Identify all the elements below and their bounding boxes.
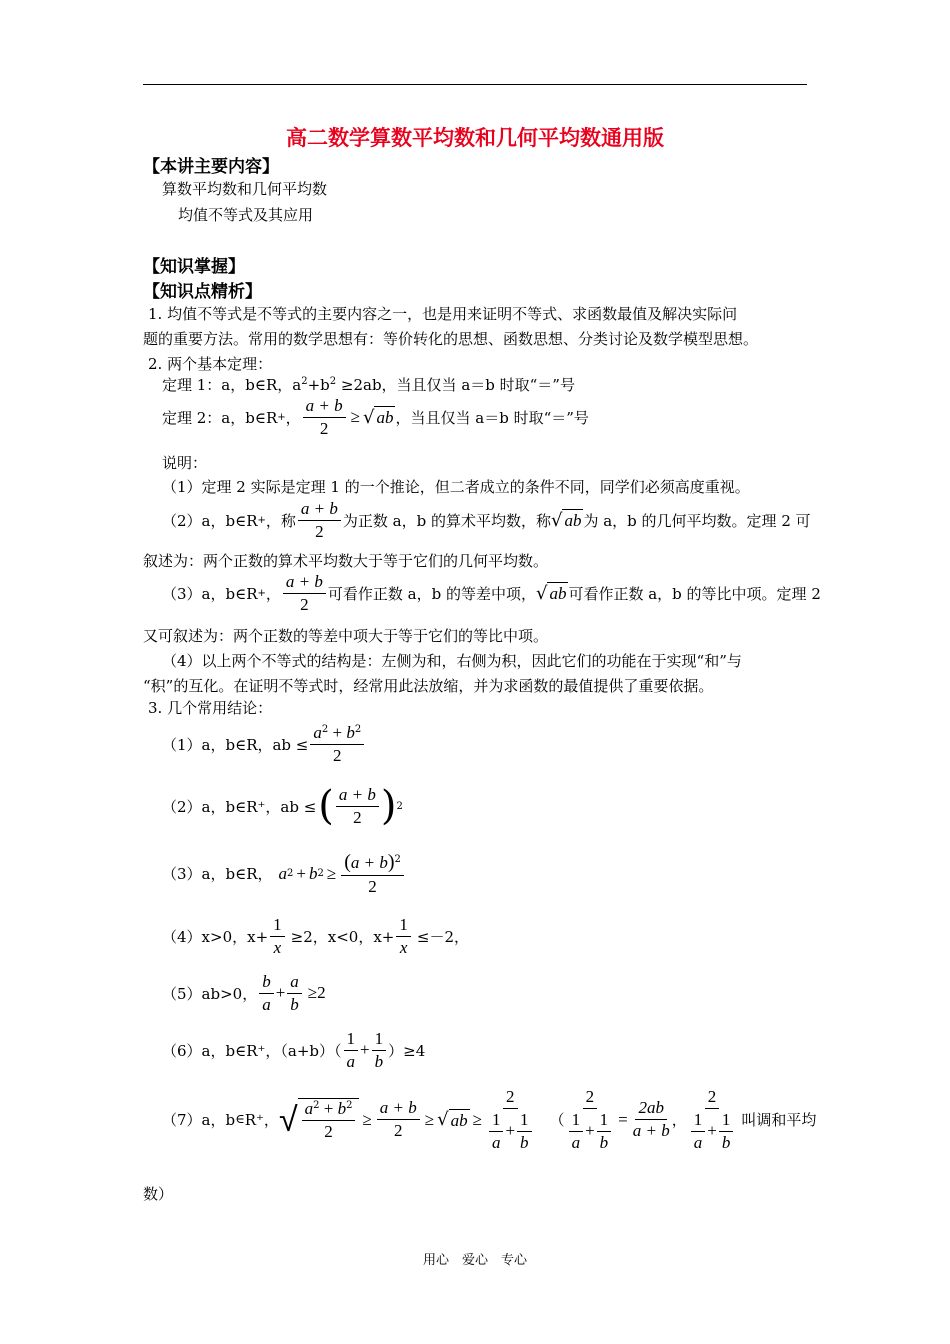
theorem-1: 定理 1：a，b∈R，$a^2+b^2 \ge 2ab$，当且仅当 a＝b 时取“＝”号 [162, 376, 575, 394]
section-heading-main: 【本讲主要内容】 [143, 157, 279, 177]
conclusion-4: （4）x>0，x+ $\frac{1}{x}$ ≥2，x<0，x+ $\frac{1}{x}$ ≤－2， [162, 915, 469, 957]
note-3-line-2: 又可叙述为：两个正数的等差中项大于等于它们的等比中项。 [143, 627, 549, 645]
header-rule [143, 84, 807, 85]
paragraph-1-line-2: 题的重要方法。常用的数学思想有：等价转化的思想、函数思想、分类讨论及数学模型思想。 [143, 330, 759, 348]
note-2-line-1: （2）a，b∈R + ，称 $\frac{a + b}{2}$ 为正数 a，b 的算术平均数，称 √ ab 为 a，b 的几何平均数。定理 2 可 [162, 499, 811, 541]
note-1: （1）定理 2 实际是定理 1 的一个推论，但二者成立的条件不同，同学们必须高度重视。 [162, 478, 750, 496]
fraction: $\frac{a + b}{2}$ [303, 397, 346, 438]
conclusion-7-line-2: 数） [143, 1185, 174, 1203]
paragraph-3: 3. 几个常用结论： [148, 699, 273, 717]
note-4-line-2: “积”的互化。在证明不等式时，经常用此法放缩，并为求函数的最值提供了重要依据。 [143, 677, 714, 695]
topic-item: 均值不等式及其应用 [178, 206, 314, 224]
note-3-line-1: （3）a，b∈R + ， $\frac{a + b}{2}$ 可看作正数 a，b 的等差中项， √ ab 可看作正数 a，b 的等比中项。定理 2 [162, 572, 821, 614]
section-heading-knowledge: 【知识掌握】 [143, 257, 245, 277]
note-label: 说明： [162, 454, 208, 472]
section-heading-points: 【知识点精析】 [143, 282, 262, 302]
note-2-line-2: 叙述为：两个正数的算术平均数大于等于它们的几何平均数。 [143, 552, 549, 570]
topic-item: 算数平均数和几何平均数 [162, 180, 328, 198]
theorem-2: 定理 2：a，b∈R + ， $\frac{a + b}{2}$ ≥ √ ab ，当且仅当 a＝b 时取“＝”号 [162, 396, 589, 438]
conclusion-3: （3）a，b∈R， a 2 + b 2 ≥ $\frac{(a + b)^2}{2}$ [162, 852, 406, 896]
conclusion-6: （6）a，b∈R⁺，（a+b）（ $\frac{1}{a}$ + $\frac{1}{b}$ ）≥4 [162, 1029, 426, 1071]
paragraph-1-line-1: 1. 均值不等式是不等式的主要内容之一，也是用来证明不等式、求函数最值及解决实际问 [148, 305, 738, 323]
conclusion-5: （5）ab>0， $\frac{b}{a}$ + $\frac{a}{b}$ ≥2 [162, 972, 326, 1014]
page-title: 高二数学算数平均数和几何平均数通用版 [286, 125, 664, 150]
conclusion-7: （7）a，b ∈ R⁺， √ $\frac{a^2 + b^2}{2}$ ≥ $\frac{a + b}{2}$ ≥ √ ab ≥ 2 $\frac{1}{a}$ + $\frac{1}{b}$ （ 2 $\frac{1}{a}$ + $\frac{1}{b}$ = $\frac{2ab}{a + b}$ ， 2 $\frac{1}{a}$ + $\frac{1}{b}$ 叫调和平均 [162, 1087, 817, 1152]
note-4-line-1: （4）以上两个不等式的结构是：左侧为和，右侧为积，因此它们的功能在于实现“和”与 [162, 652, 742, 670]
page-footer: 用心 爱心 专心 [422, 1253, 527, 1268]
paragraph-2: 2. 两个基本定理： [148, 355, 273, 373]
conclusion-2: （2）a，b∈R⁺，ab ≤ ( $\frac{a + b}{2}$ ) 2 [162, 783, 403, 830]
conclusion-1: （1）a，b∈R，ab ≤ $\frac{a^2 + b^2}{2}$ [162, 724, 366, 765]
